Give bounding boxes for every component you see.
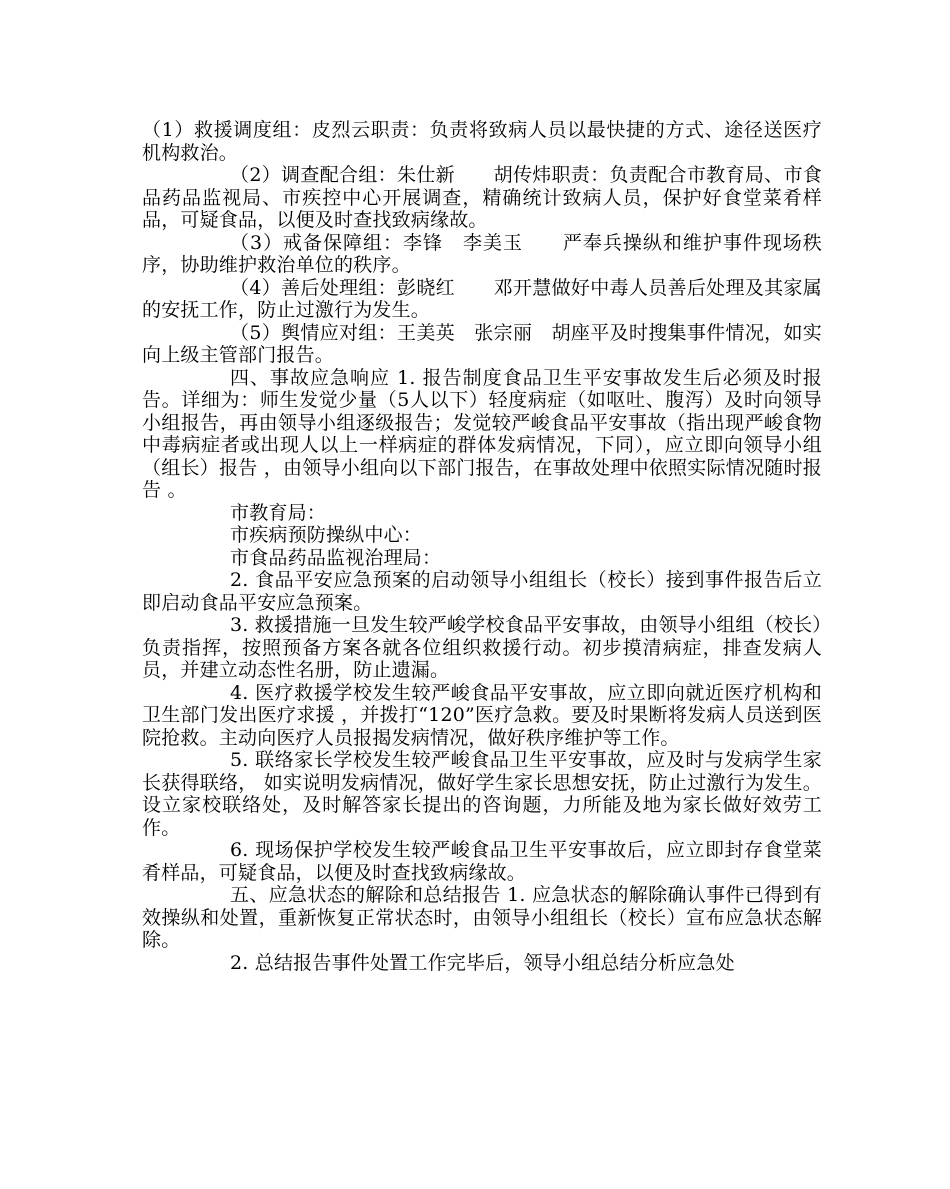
paragraph-emergency-end: 五、应急状态的解除和总结报告 1. 应急状态的解除确认事件已得到有效操纵和处置，重新恢复正常状态时，由领导小组组长（校长）宣布应急状态解除。	[142, 884, 822, 951]
document-body	[142, 119, 822, 974]
paragraph-rescue-dispatch: （1）救援调度组：皮烈云职责：负责将致病人员以最快捷的方式、途径送医疗机构救治。	[142, 119, 822, 164]
paragraph-contact-education: 市教育局：	[230, 501, 327, 524]
paragraph-public-opinion: （5）舆情应对组：王美英 张宗丽 胡座平及时搜集事件情况，如实向上级主管部门报告。	[142, 321, 822, 366]
paragraph-rescue-measures: 3. 救援措施一旦发生较严峻学校食品平安事故，由领导小组组（校长）负责指挥，按照预备方案各就各位组织救援行动。初步摸清病症，排查发病人员，并建立动态性名册，防止遗漏。	[142, 614, 822, 681]
paragraph-contact-fda: 市食品药品监视治理局：	[230, 546, 442, 569]
paragraph-aftermath: （4）善后处理组：彭晓红 邓开慧做好中毒人员善后处理及其家属的安抚工作，防止过激行为发生。	[142, 276, 822, 321]
paragraph-contact-cdc: 市疾病预防操纵中心：	[230, 524, 423, 546]
paragraph-plan-activation: 2. 食品平安应急预案的启动领导小组组长（校长）接到事件报告后立即启动食品平安应急预案。	[142, 569, 822, 614]
paragraph-emergency-response: 四、事故应急响应 1. 报告制度食品卫生平安事故发生后必须及时报告。详细为：师生发觉少量（5人以下）轻度病症（如呕吐、腹泻）及时向领导小组报告，再由领导小组逐级报告；发觉较严峻食品平安事故（指出现严峻食物中毒病症者或出现人以上一样病症的群体发病情况，下同），应立即向领导小组（组长）报告 ，由领导小组向以下部门报告，在事故处理中依照实际情况随时报告 。	[142, 366, 822, 501]
paragraph-security: （3）戒备保障组：李锋 李美玉 严奉兵操纵和维护事件现场秩序，协助维护救治单位的秩序。	[142, 231, 822, 276]
paragraph-investigation: （2）调查配合组：朱仕新 胡传炜职责：负责配合市教育局、市食品药品监视局、市疾控中心开展调查，精确统计致病人员，保护好食堂菜肴样品，可疑食品，以便及时查找致病缘故。	[142, 164, 822, 231]
paragraph-site-protection: 6. 现场保护学校发生较严峻食品卫生平安事故后，应立即封存食堂菜肴样品，可疑食品，以便及时查找致病缘故。	[142, 839, 822, 884]
paragraph-medical-rescue: 4. 医疗救援学校发生较严峻食品平安事故，应立即向就近医疗机构和卫生部门发出医疗求援 ，并拨打“120”医疗急救。要及时果断将发病人员送到医院抢救。主动向医疗人员报揭发病情况，做好秩序维护等工作。	[142, 681, 822, 749]
paragraph-summary-report: 2. 总结报告事件处置工作完毕后，领导小组总结分析应急处	[230, 951, 735, 974]
paragraph-parent-contact: 5. 联络家长学校发生较严峻食品卫生平安事故，应及时与发病学生家长获得联络， 如实说明发病情况，做好学生家长思想安抚，防止过激行为发生。设立家校联络处，及时解答家长提出的咨询题，力所能及地为家长做好效劳工作。	[142, 749, 822, 839]
